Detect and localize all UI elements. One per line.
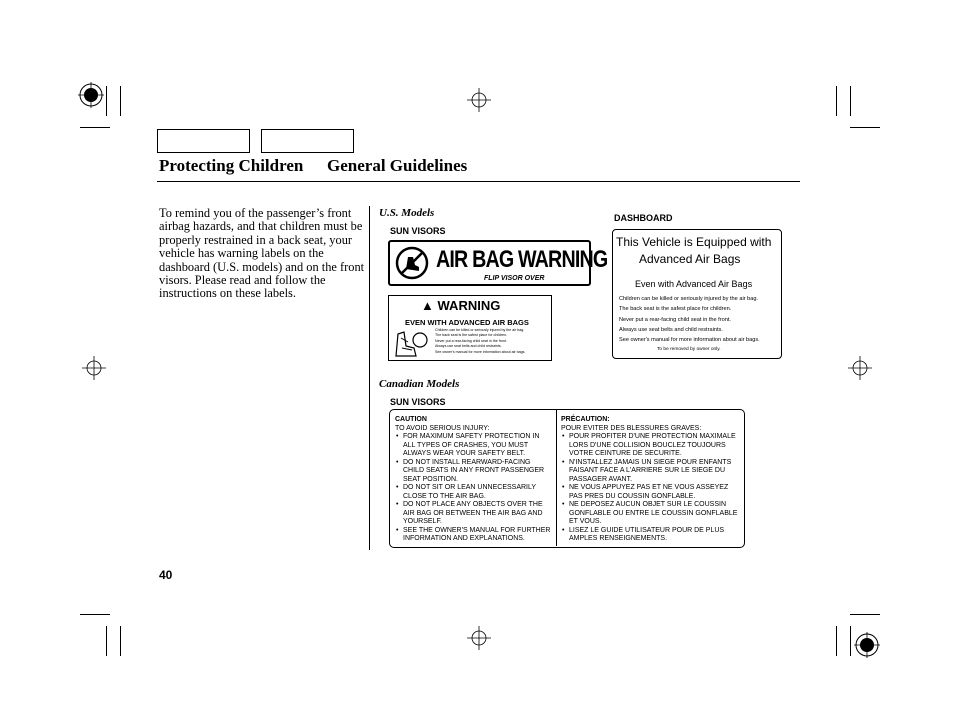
us-models-heading: U.S. Models	[379, 207, 435, 219]
warning-line: Never put a rear-facing child seat in the front.	[435, 338, 507, 343]
dashboard-line: Never put a rear-facing child seat in the front.	[619, 316, 731, 323]
section-title-left: Protecting Children	[159, 156, 304, 175]
warning-subtitle: EVEN WITH ADVANCED AIR BAGS	[405, 318, 529, 327]
dashboard-title-line1: This Vehicle is Equipped with	[616, 235, 772, 249]
caution-item: • DO NOT SIT OR LEAN UNNECESSARILY CLOSE TO THE AIR BAG.	[403, 484, 553, 501]
warning-label	[388, 295, 552, 361]
caution-list	[395, 433, 553, 544]
precaution-list	[561, 433, 741, 544]
caution-divider	[556, 410, 557, 546]
precaution-intro: POUR EVITER DES BLESSURES GRAVES:	[561, 424, 702, 432]
column-divider	[369, 206, 370, 550]
dashboard-subtitle: Even with Advanced Air Bags	[635, 279, 753, 289]
warning-line: See owner's manual for more information about air bags.	[435, 349, 526, 354]
airbag-warning-title: AIR BAG WARNING	[436, 246, 608, 273]
caution-title: CAUTION	[395, 416, 427, 423]
registration-target-icon	[854, 632, 880, 658]
caution-intro: TO AVOID SERIOUS INJURY:	[395, 424, 490, 432]
header-tab-box-right	[261, 129, 354, 153]
header-rule	[157, 181, 800, 182]
dashboard-line: The back seat is the safest place for children.	[619, 306, 732, 313]
caution-item: • SEE THE OWNER'S MANUAL FOR FURTHER INFORMATION AND EXPLANATIONS.	[403, 527, 553, 544]
warning-triangle-icon: ▲	[421, 298, 434, 313]
child-seat-airbag-icon	[392, 328, 430, 358]
warning-title: WARNING	[437, 298, 501, 313]
caution-english	[395, 416, 553, 544]
section-title-right: General Guidelines	[327, 156, 468, 175]
precaution-title: PRÉCAUTION:	[561, 416, 610, 423]
canadian-caution-label	[389, 409, 745, 548]
dashboard-line: See owner's manual for more information about air bags.	[619, 337, 760, 344]
warning-line: The back seat is the safest place for children.	[435, 333, 508, 338]
warning-title-row	[421, 298, 500, 313]
dashboard-title-line2: Advanced Air Bags	[639, 252, 741, 266]
caution-item: • DO NOT PLACE ANY OBJECTS OVER THE AIR BAG OR BETWEEN THE AIR BAG AND YOURSELF.	[403, 501, 553, 527]
crosshair-icon	[82, 356, 106, 380]
warning-line: Children can be killed or seriously injured by the air bag.	[435, 328, 525, 332]
canadian-models-heading: Canadian Models	[379, 378, 460, 390]
airbag-warning-subtitle: FLIP VISOR OVER	[484, 275, 545, 282]
no-child-seat-icon	[394, 245, 430, 281]
dashboard-lines	[619, 294, 760, 345]
dashboard-caption: DASHBOARD	[614, 213, 673, 223]
dashboard-label	[612, 229, 782, 359]
crosshair-icon	[467, 88, 491, 112]
crosshair-icon	[467, 626, 491, 650]
caution-french	[561, 416, 741, 544]
dashboard-line: Children can be killed or seriously injured by the air bag.	[619, 296, 758, 302]
crosshair-icon	[848, 356, 872, 380]
us-sun-visors-caption: SUN VISORS	[390, 226, 446, 236]
page-number: 40	[159, 568, 173, 582]
dashboard-footer: To be removed by owner only.	[657, 347, 721, 352]
precaution-item: • LISEZ LE GUIDE UTILISATEUR POUR DE PLUS AMPLES RENSEIGNEMENTS.	[569, 527, 741, 544]
precaution-item: • NE DEPOSEZ AUCUN OBJET SUR LE COUSSIN GONFLABLE OU ENTRE LE COUSSIN GONFLABLE ET VOUS.	[569, 501, 741, 527]
precaution-item: • N'INSTALLEZ JAMAIS UN SIEGE POUR ENFANTS FAISANT FACE A L'ARRIERE SUR LE SIEGE DU PASSAGER AVANT.	[569, 459, 741, 485]
canadian-sun-visors-caption: SUN VISORS	[390, 397, 446, 407]
registration-target-icon	[78, 82, 104, 108]
caution-item: • DO NOT INSTALL REARWARD-FACING CHILD SEATS IN ANY FRONT PASSENGER SEAT POSITION.	[403, 459, 553, 485]
dashboard-line: Always use seat belts and child restraints.	[619, 326, 723, 333]
body-paragraph: To remind you of the passenger’s front airbag hazards, and that children must be properly restrained in a back seat, your vehicle has warning labels on the dashboard (U.S. models) and on the front visors. Please read and follow the instructions on these labels.	[159, 206, 365, 301]
precaution-item: • NE VOUS APPUYEZ PAS ET NE VOUS ASSEYEZ PAS PRES DU COUSSIN GONFLABLE.	[569, 484, 741, 501]
precaution-item: • POUR PROFITER D'UNE PROTECTION MAXIMALE LORS D'UNE COLLISION BOUCLEZ TOUJOURS VOTRE CEINTURE DE SECURITE.	[569, 433, 741, 459]
caution-item: • FOR MAXIMUM SAFETY PROTECTION IN ALL TYPES OF CRASHES, YOU MUST ALWAYS WEAR YOUR SAFETY BELT.	[403, 433, 553, 459]
airbag-warning-label	[388, 240, 608, 286]
header-tab-box-left	[157, 129, 250, 153]
warning-lines	[435, 328, 551, 355]
warning-line: Always use seat belts and child restraints.	[435, 344, 502, 349]
